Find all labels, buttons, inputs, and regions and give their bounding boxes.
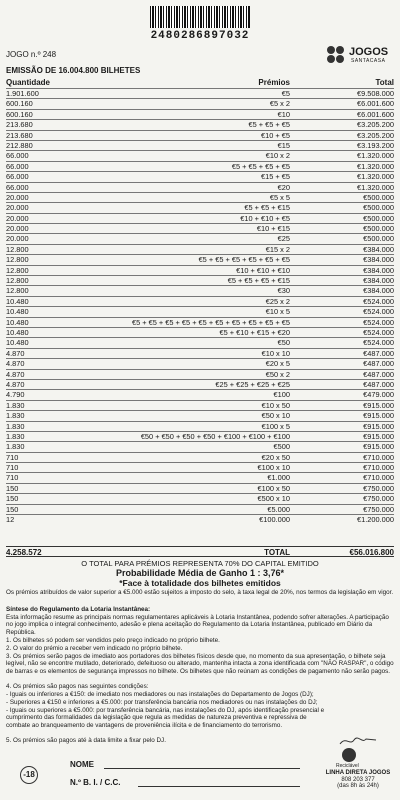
total-quantity: 4.258.572: [6, 548, 42, 557]
row-quantity: 710: [6, 463, 19, 473]
table-row: [6, 109, 394, 119]
row-quantity: 10.480: [6, 296, 29, 306]
table-row: [6, 265, 394, 275]
table-row: [6, 140, 394, 150]
total-label: TOTAL: [264, 548, 290, 557]
helpline-phone: 808 203 377: [341, 776, 375, 783]
table-row: [6, 441, 394, 451]
row-prize: €500: [273, 442, 290, 452]
row-total: €915.000: [363, 442, 394, 452]
table-row: [6, 410, 394, 420]
table-row: [6, 327, 394, 337]
table-row: [6, 493, 394, 503]
barcode: [150, 6, 250, 28]
row-prize: €20: [277, 182, 290, 192]
row-quantity: 12.800: [6, 265, 29, 275]
row-quantity: 1.830: [6, 411, 25, 421]
row-prize: €5 + €10 + €15 + €20: [219, 327, 290, 337]
recycle-icon: [342, 748, 356, 762]
row-quantity: 12: [6, 515, 15, 525]
row-total: €1.200.000: [357, 515, 394, 525]
row-quantity: 10.480: [6, 338, 29, 348]
table-row: [6, 306, 394, 316]
row-prize: €15 x 2: [265, 244, 290, 254]
table-row: [6, 223, 394, 233]
row-quantity: 150: [6, 504, 19, 514]
table-row: [6, 462, 394, 472]
row-prize: €15: [277, 140, 290, 150]
row-quantity: 4.870: [6, 369, 25, 379]
row-total: €9.508.000: [357, 89, 394, 98]
row-quantity: 66.000: [6, 172, 29, 182]
row-total: €6.001.600: [357, 99, 394, 109]
table-row: [6, 504, 394, 514]
row-quantity: 710: [6, 473, 19, 483]
row-total: €500.000: [363, 234, 394, 244]
row-total: €915.000: [363, 411, 394, 421]
helpline-title: LINHA DIRETA JOGOS: [325, 770, 391, 776]
row-quantity: 710: [6, 452, 19, 462]
total-row: [6, 546, 394, 557]
row-quantity: 212.880: [6, 140, 33, 150]
row-prize: €5.000: [267, 504, 290, 514]
row-quantity: 150: [6, 494, 19, 504]
row-total: €524.000: [363, 338, 394, 348]
row-quantity: 10.480: [6, 307, 29, 317]
row-total: €384.000: [363, 255, 394, 265]
row-total: €524.000: [363, 327, 394, 337]
row-prize: €10: [277, 109, 290, 119]
row-quantity: 213.680: [6, 130, 33, 140]
total-value: €56.016.800: [349, 548, 394, 557]
rule-3: 3. Os prémios serão pagos de imediato aos portadores dos bilhetes físicos desde que, no momento da sua apresentação, o bilhete seja legível, não se encontre mutilado, deteriorado, defeituoso ou alterado, mantenha intacta a zona identificada com "NÃO RASPAR", o código de barras e os elementos de segurança impressos no bilhete. Os bilhetes que não reúnam as condições de pagamento não serão pagos.: [6, 653, 394, 675]
row-quantity: 20.000: [6, 192, 29, 202]
row-quantity: 20.000: [6, 203, 29, 213]
row-total: €3.193.200: [357, 140, 394, 150]
table-row: [6, 119, 394, 129]
rule-4b: - Superiores a €150 e inferiores a €5.000: por transferência bancária nos mediadores ou nas instalações do DJ;: [6, 699, 318, 706]
percent-note: O TOTAL PARA PRÉMIOS REPRESENTA 70% DO CAPITAL EMITIDO: [81, 559, 319, 568]
row-prize: €5 + €5 + €5 + €15: [227, 276, 290, 286]
id-field[interactable]: [138, 786, 300, 787]
table-row: [6, 369, 394, 379]
table-row: [6, 254, 394, 264]
row-quantity: 600.160: [6, 109, 33, 119]
table-row: [6, 202, 394, 212]
row-quantity: 20.000: [6, 213, 29, 223]
table-row: [6, 161, 394, 171]
row-total: €500.000: [363, 203, 394, 213]
row-prize: €100 x 50: [257, 483, 290, 493]
row-total: €1.320.000: [357, 151, 394, 161]
row-prize: €5: [281, 89, 290, 98]
row-quantity: 4.870: [6, 359, 25, 369]
table-row: [6, 483, 394, 493]
row-prize: €500 x 10: [257, 494, 290, 504]
table-row: [6, 130, 394, 140]
row-total: €524.000: [363, 317, 394, 327]
probability: Probabilidade Média de Ganho 1 : 3,76*: [115, 568, 285, 578]
row-prize: €10 x 10: [261, 348, 290, 358]
table-row: [6, 358, 394, 368]
row-total: €479.000: [363, 390, 394, 400]
row-total: €710.000: [363, 463, 394, 473]
row-quantity: 4.790: [6, 390, 25, 400]
row-total: €915.000: [363, 431, 394, 441]
row-total: €487.000: [363, 369, 394, 379]
table-row: [6, 452, 394, 462]
row-prize: €5 + €5 + €5 + €5 + €5 + €5: [198, 255, 290, 265]
row-total: €3.205.200: [357, 130, 394, 140]
rule-4c: - Iguais ou superiores a €5.000: por transferência bancária, nas instalações do DJ, após identificação presencial e cumprimento das formalidades da legislação que regula as medidas de natureza preventiva e repressiva de combate ao branqueamento de vantagens de proveniência ilícita e de financiamento do terrorismo.: [6, 707, 325, 729]
row-prize: €5 + €5 + €5 + €5 + €5 + €5 + €5 + €5 + €5 + €5: [131, 317, 290, 327]
row-total: €384.000: [363, 265, 394, 275]
table-header: [6, 78, 394, 88]
row-prize: €50 x 10: [261, 411, 290, 421]
logo-subtext: SANTACASA: [351, 58, 386, 64]
row-total: €487.000: [363, 379, 394, 389]
col-total: Total: [375, 78, 394, 87]
row-prize: €20 x 5: [265, 359, 290, 369]
row-quantity: 20.000: [6, 234, 29, 244]
row-quantity: 20.000: [6, 224, 29, 234]
rule-2: 2. O valor do prémio a receber vem indicado no próprio bilhete.: [6, 645, 183, 652]
table-row: [6, 275, 394, 285]
col-quantidade: Quantidade: [6, 78, 51, 87]
id-label: N.º B. I. / C.C.: [70, 778, 121, 787]
row-prize: €10 + €5: [261, 130, 290, 140]
row-prize: €25 x 2: [265, 296, 290, 306]
row-total: €6.001.600: [357, 109, 394, 119]
col-premios: Prémios: [258, 78, 290, 87]
signature-icon: [338, 734, 378, 748]
row-total: €710.000: [363, 452, 394, 462]
row-prize: €10 + €10 + €5: [240, 213, 290, 223]
row-total: €500.000: [363, 192, 394, 202]
table-row: [6, 233, 394, 243]
row-prize: €10 x 2: [265, 151, 290, 161]
table-row: [6, 514, 394, 524]
row-total: €524.000: [363, 307, 394, 317]
rule-4: 4. Os prémios são pagos nas seguintes condições:: [6, 683, 149, 690]
logo-text: JOGOS: [349, 46, 389, 58]
emission-title: EMISSÃO DE 16.004.800 BILHETES: [6, 66, 141, 75]
table-row: [6, 244, 394, 254]
table-row: [6, 150, 394, 160]
sintese-title: Síntese do Regulamento da Lotaria Instantânea:: [6, 606, 151, 613]
table-row: [6, 285, 394, 295]
logo-mark-icon: [327, 46, 345, 64]
row-quantity: 12.800: [6, 255, 29, 265]
recyclable-label: Reciclável: [336, 763, 359, 769]
row-quantity: 1.830: [6, 431, 25, 441]
row-quantity: 1.830: [6, 421, 25, 431]
row-total: €384.000: [363, 286, 394, 296]
helpline-hours: (das 8h às 24h): [337, 783, 379, 789]
row-quantity: 600.160: [6, 99, 33, 109]
row-prize: €5 + €5 + €5: [248, 120, 290, 130]
row-quantity: 12.800: [6, 276, 29, 286]
row-total: €710.000: [363, 473, 394, 483]
row-prize: €10 x 50: [261, 400, 290, 410]
row-quantity: 66.000: [6, 151, 29, 161]
row-prize: €10 + €10 + €10: [236, 265, 290, 275]
table-row: [6, 296, 394, 306]
row-prize: €10 + €15: [256, 224, 290, 234]
row-prize: €100 x 10: [257, 463, 290, 473]
table-row: [6, 472, 394, 482]
table-row: [6, 389, 394, 399]
row-prize: €50 x 2: [265, 369, 290, 379]
prize-table: [6, 88, 394, 524]
row-quantity: 1.830: [6, 442, 25, 452]
row-prize: €15 + €5: [261, 172, 290, 182]
row-quantity: 66.000: [6, 161, 29, 171]
helpline: [318, 770, 398, 790]
jogos-santacasa-logo: [327, 44, 397, 70]
row-prize: €25 + €25 + €25 + €25: [215, 379, 290, 389]
row-prize: €1.000: [267, 473, 290, 483]
row-total: €750.000: [363, 494, 394, 504]
tax-note: Os prémios atribuídos de valor superior a €5.000 estão sujeitos a imposto do selo, à taxa legal de 20%, nos termos da legislação em vigor.: [6, 589, 394, 596]
row-quantity: 4.870: [6, 379, 25, 389]
row-total: €1.320.000: [357, 182, 394, 192]
row-prize: €100.000: [259, 515, 290, 525]
row-total: €750.000: [363, 504, 394, 514]
row-total: €3.205.200: [357, 120, 394, 130]
rule-5: 5. Os prémios são pagos até à data limite a fixar pelo DJ.: [6, 737, 166, 744]
table-row: [6, 379, 394, 389]
row-total: €487.000: [363, 348, 394, 358]
row-prize: €5 x 2: [269, 99, 290, 109]
row-prize: €5 + €5 + €15: [244, 203, 290, 213]
table-row: [6, 88, 394, 98]
row-prize: €50: [277, 338, 290, 348]
table-row: [6, 182, 394, 192]
row-total: €750.000: [363, 483, 394, 493]
row-prize: €100: [273, 390, 290, 400]
name-field[interactable]: [104, 768, 300, 769]
row-total: €384.000: [363, 244, 394, 254]
barcode-number: 2480286897032: [150, 30, 250, 42]
table-row: [6, 98, 394, 108]
row-quantity: 1.830: [6, 400, 25, 410]
row-total: €500.000: [363, 224, 394, 234]
table-row: [6, 400, 394, 410]
table-row: [6, 421, 394, 431]
row-total: €500.000: [363, 213, 394, 223]
table-row: [6, 348, 394, 358]
table-row: [6, 213, 394, 223]
row-total: €915.000: [363, 400, 394, 410]
row-prize: €50 + €50 + €50 + €50 + €100 + €100 + €100: [140, 431, 290, 441]
row-prize: €30: [277, 286, 290, 296]
row-quantity: 4.870: [6, 348, 25, 358]
row-total: €384.000: [363, 276, 394, 286]
table-row: [6, 192, 394, 202]
game-number: JOGO n.º 248: [6, 50, 57, 59]
rule-1: 1. Os bilhetes só podem ser vendidos pelo preço indicado no próprio bilhete.: [6, 637, 220, 644]
name-label: NOME: [70, 760, 94, 769]
row-total: €1.320.000: [357, 172, 394, 182]
table-row: [6, 337, 394, 347]
row-prize: €100 x 5: [261, 421, 290, 431]
rule-4a: - Iguais ou inferiores a €150: de imediato nos mediadores ou nas instalações do Departamento de Jogos (DJ);: [6, 691, 314, 698]
row-quantity: 10.480: [6, 317, 29, 327]
age-restriction-badge: -18: [20, 766, 38, 784]
row-quantity: 66.000: [6, 182, 29, 192]
sintese-text: Esta informação resume as principais normas regulamentares aplicáveis à Lotaria Instantânea, podendo sofrer alterações. A participação no jogo implica o integral conhecimento, adesão e plena aceitação do Regulamento da Lotaria Instantânea, publicado em Diário da República.: [6, 614, 389, 636]
row-quantity: 10.480: [6, 327, 29, 337]
row-total: €915.000: [363, 421, 394, 431]
row-prize: €10 x 5: [265, 307, 290, 317]
row-prize: €5 x 5: [269, 192, 290, 202]
row-prize: €25: [277, 234, 290, 244]
row-prize: €5 + €5 + €5 + €5: [231, 161, 290, 171]
row-prize: €20 x 50: [261, 452, 290, 462]
table-row: [6, 317, 394, 327]
table-row: [6, 171, 394, 181]
row-quantity: 12.800: [6, 286, 29, 296]
row-total: €487.000: [363, 359, 394, 369]
row-quantity: 1.901.600: [6, 89, 39, 98]
row-quantity: 213.680: [6, 120, 33, 130]
row-total: €1.320.000: [357, 161, 394, 171]
row-quantity: 12.800: [6, 244, 29, 254]
probability-note: *Face à totalidade dos bilhetes emitidos: [119, 578, 281, 588]
row-total: €524.000: [363, 296, 394, 306]
table-row: [6, 431, 394, 441]
row-quantity: 150: [6, 483, 19, 493]
